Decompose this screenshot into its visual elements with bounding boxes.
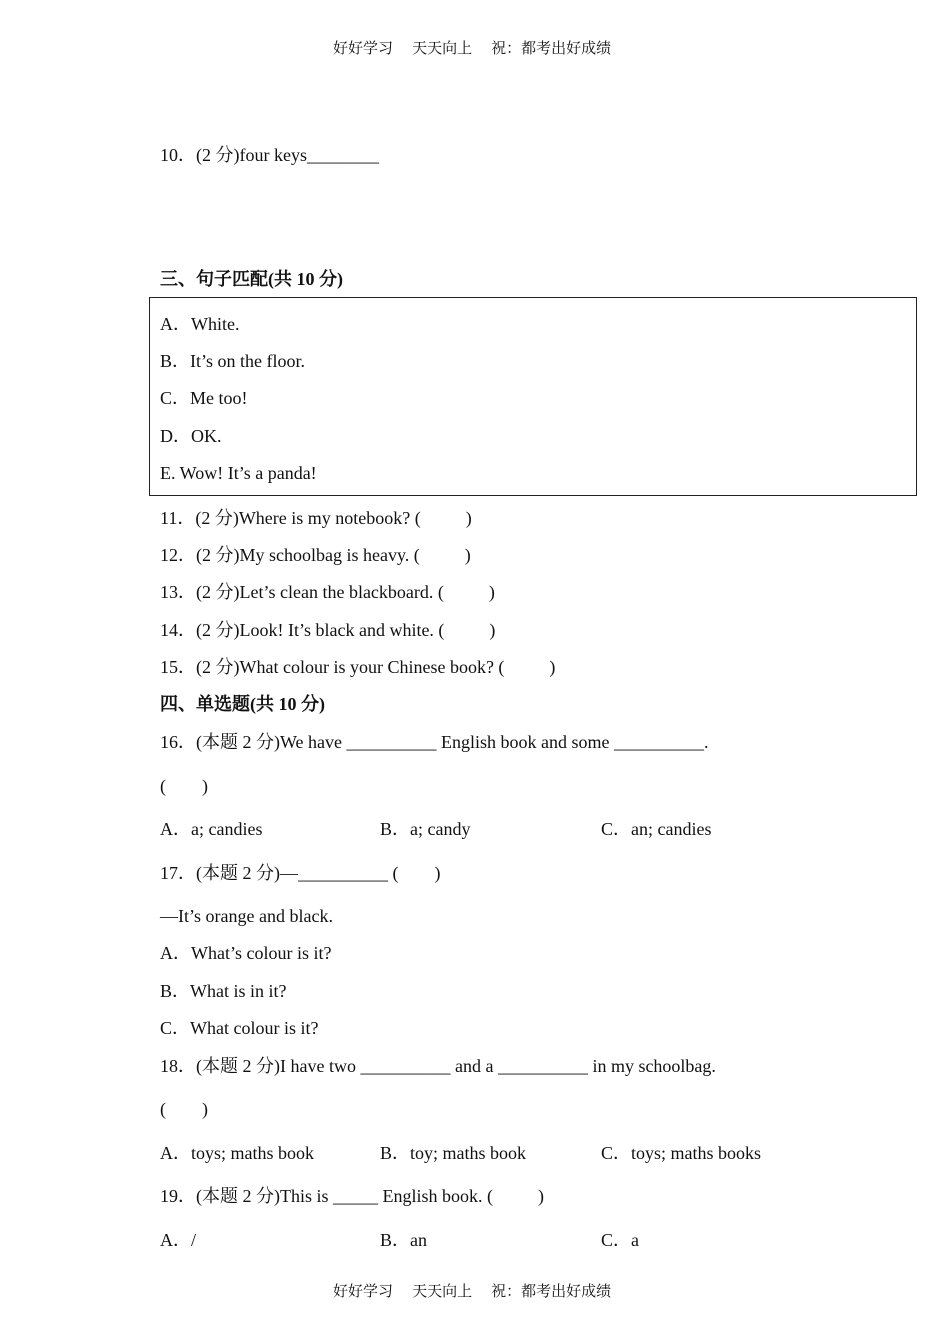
question-19-choice-a: A．/ <box>160 1230 196 1250</box>
option-c: C．Me too! <box>160 388 248 408</box>
page-header: 好好学习 天天向上 祝：都考出好成绩 <box>333 39 612 57</box>
question-11: 11．(2 分)Where is my notebook? ( ) <box>160 508 472 528</box>
option-b: B．It’s on the floor. <box>160 351 305 371</box>
option-d: D．OK. <box>160 426 222 446</box>
question-18-choice-a: A．toys; maths book <box>160 1143 315 1163</box>
page-footer: 好好学习 天天向上 祝：都考出好成绩 <box>333 1282 612 1300</box>
question-18-answer-paren: ( ) <box>160 1099 208 1119</box>
section-4-title: 四、单选题(共 10 分) <box>160 694 325 714</box>
question-16-choice-a: A．a; candies <box>160 819 263 839</box>
question-18-stem: 18．(本题 2 分)I have two __________ and a __________ in my schoolbag. <box>160 1056 716 1076</box>
section-3-title: 三、句子匹配(共 10 分) <box>160 269 343 289</box>
question-19-choice-b: B．an <box>380 1230 427 1250</box>
question-18-choice-b: B．toy; maths book <box>380 1143 527 1163</box>
question-16-stem: 16．(本题 2 分)We have __________ English book and some __________. <box>160 732 709 752</box>
question-15: 15．(2 分)What colour is your Chinese book? ( ) <box>160 657 556 677</box>
question-13: 13．(2 分)Let’s clean the blackboard. ( ) <box>160 582 495 602</box>
question-16-choice-b: B．a; candy <box>380 819 471 839</box>
question-17-line2: —It’s orange and black. <box>160 906 333 926</box>
question-17-choice-c: C．What colour is it? <box>160 1018 319 1038</box>
question-19-choice-c: C．a <box>601 1230 639 1250</box>
question-18-choice-c: C．toys; maths books <box>601 1143 762 1163</box>
question-17-choice-a: A．What’s colour is it? <box>160 943 332 963</box>
question-17-stem: 17．(本题 2 分)—__________ ( ) <box>160 863 441 883</box>
question-17-choice-b: B．What is in it? <box>160 981 287 1001</box>
question-12: 12．(2 分)My schoolbag is heavy. ( ) <box>160 545 471 565</box>
question-14: 14．(2 分)Look! It’s black and white. ( ) <box>160 620 496 640</box>
question-16-answer-paren: ( ) <box>160 776 208 796</box>
option-a: A．White. <box>160 314 240 334</box>
option-e: E. Wow! It’s a panda! <box>160 463 317 483</box>
question-16-choice-c: C．an; candies <box>601 819 712 839</box>
question-19-stem: 19．(本题 2 分)This is _____ English book. ( ) <box>160 1186 544 1206</box>
question-10: 10．(2 分)four keys________ <box>160 145 379 165</box>
